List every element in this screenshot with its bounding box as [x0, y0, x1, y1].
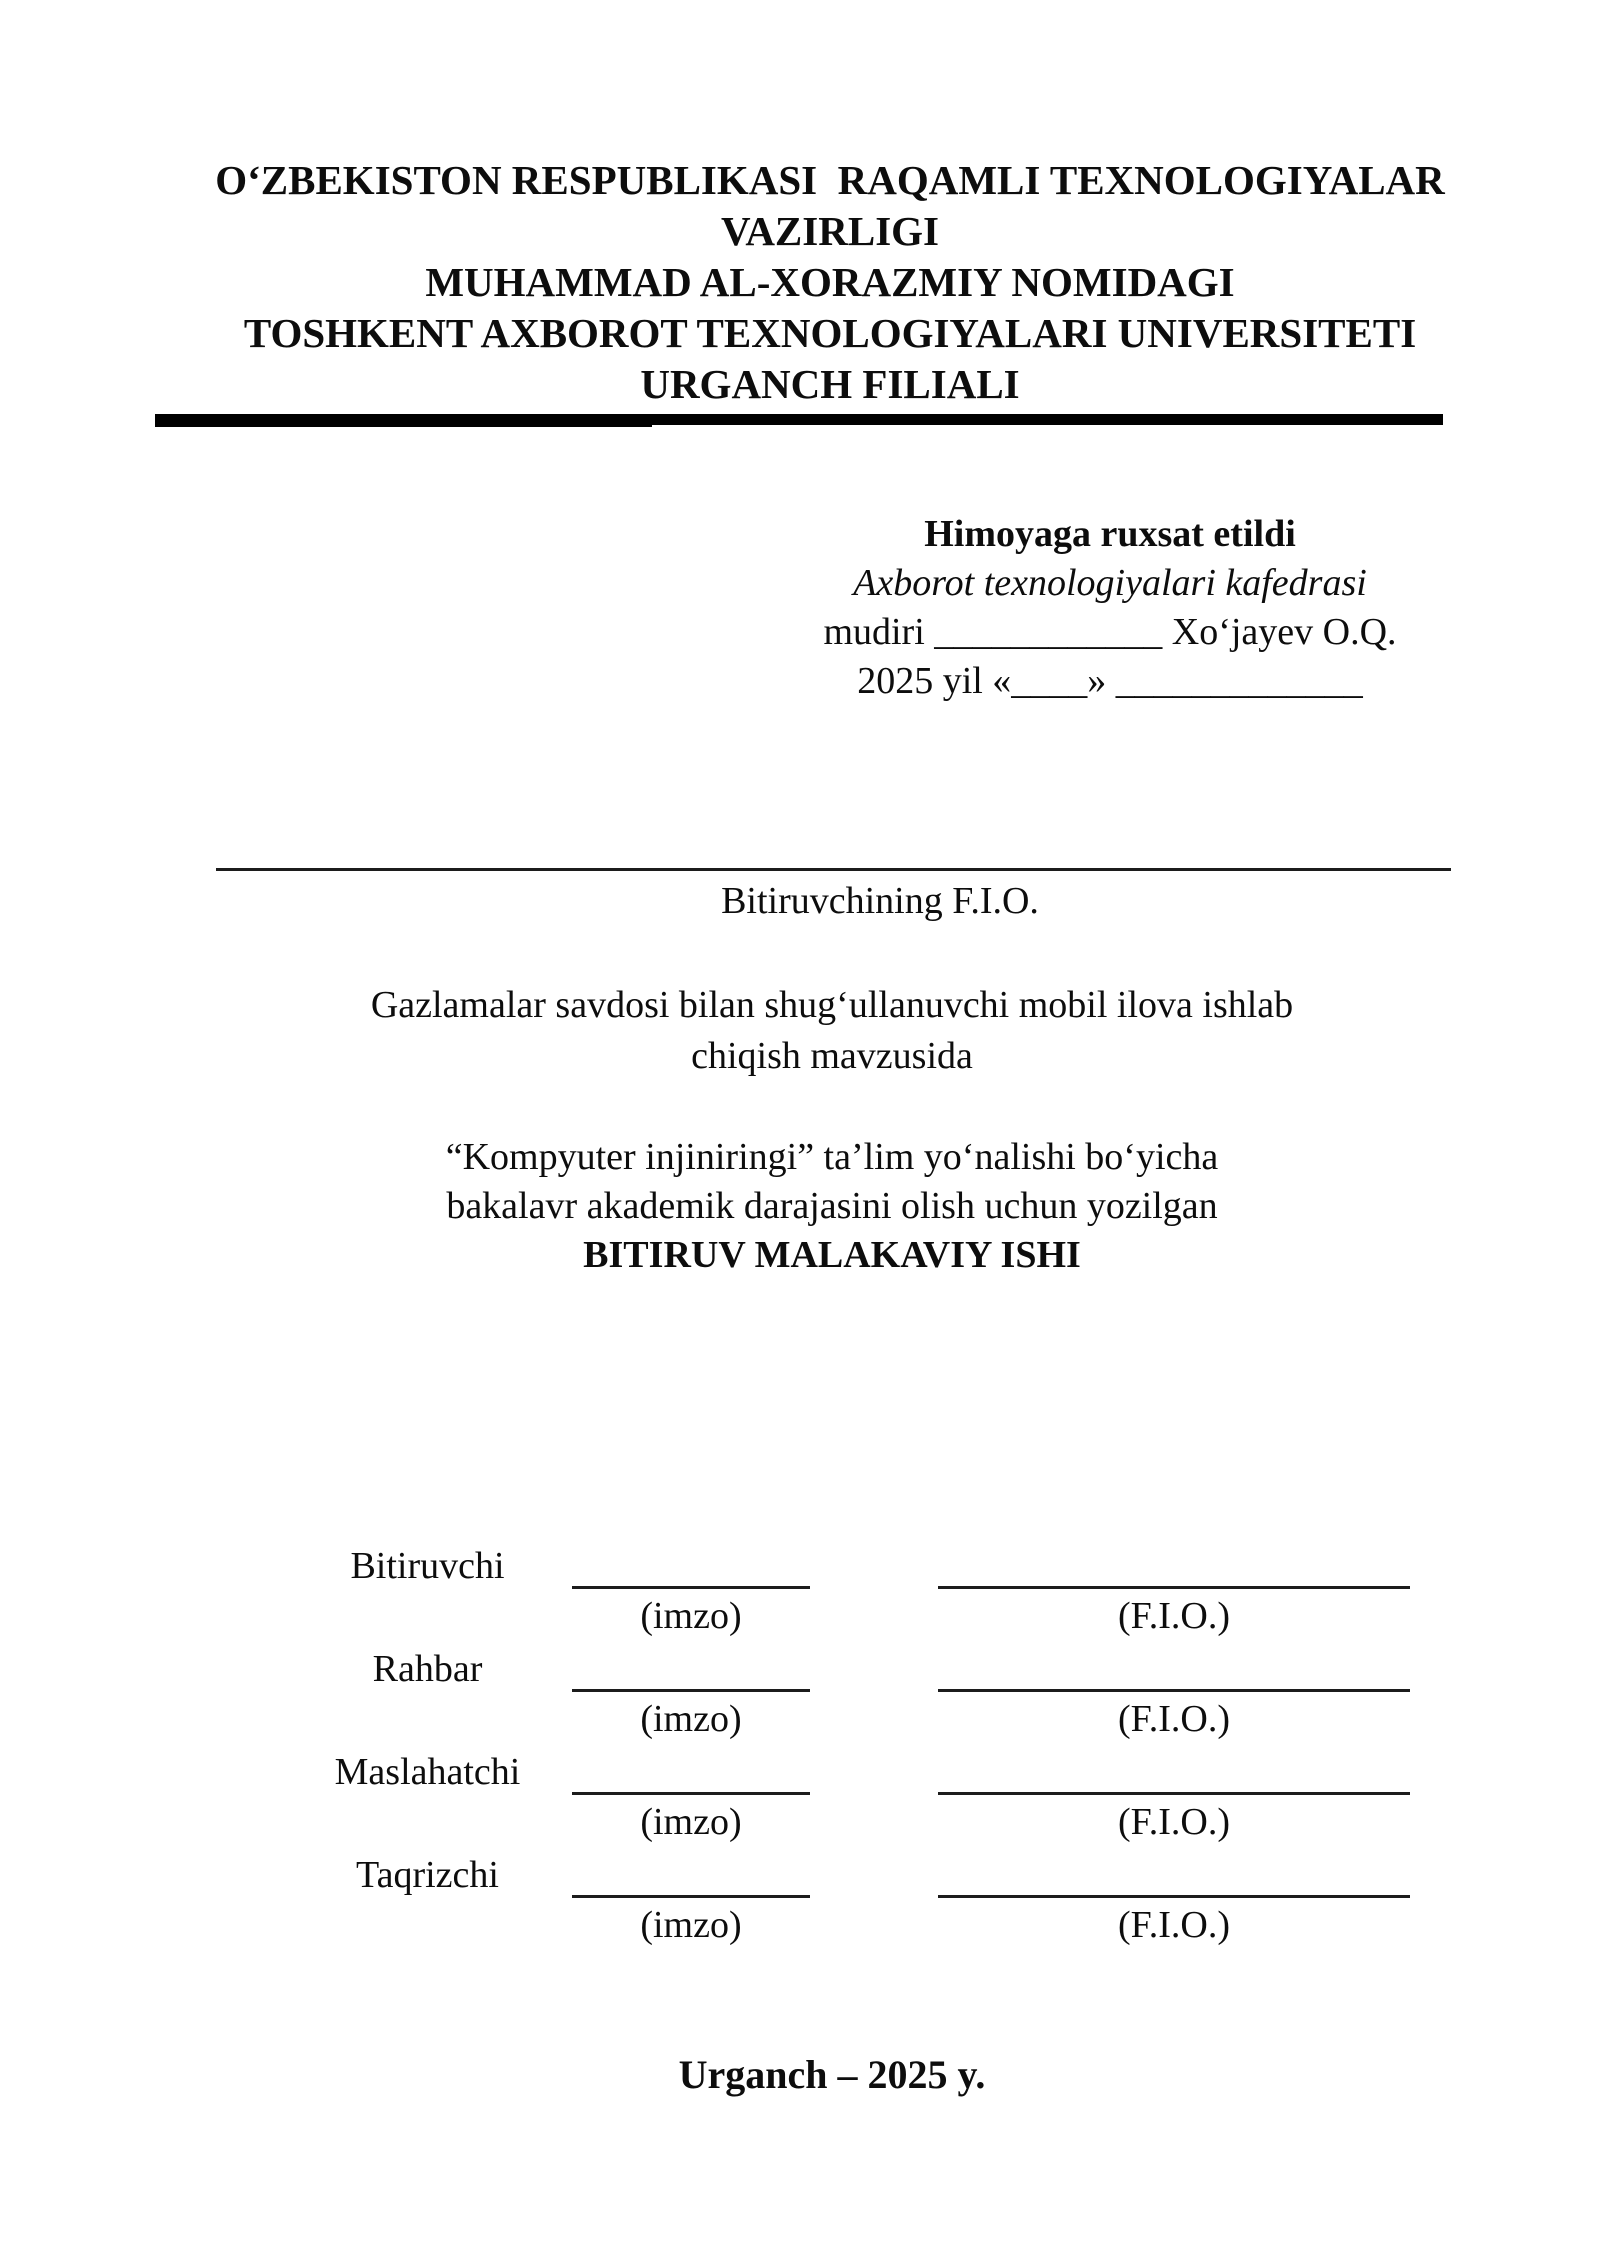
signature-row-bitiruvchi [0, 1542, 1600, 1645]
approval-title: Himoyaga ruxsat etildi [924, 513, 1296, 555]
header-divider-rule-right [652, 414, 1443, 425]
signature-row-maslahatchi [0, 1748, 1600, 1851]
signature-row-taqrizchi [0, 1851, 1600, 1954]
student-name-blank-line [216, 868, 1451, 871]
signature-role-label: Maslahatchi [334, 1751, 521, 1793]
fio-caption: (F.I.O.) [1118, 1698, 1230, 1740]
approval-block [770, 510, 1450, 706]
approval-department: Axborot texnologiyalari kafedrasi [853, 562, 1367, 604]
ministry-header-line-5: URGANCH FILIALI [640, 361, 1020, 407]
ministry-header [60, 155, 1600, 410]
approval-date-line: 2025 yil «____» _____________ [857, 660, 1363, 702]
imzo-caption: (imzo) [640, 1801, 742, 1843]
thesis-topic [62, 980, 1600, 1082]
signature-blank-fio [938, 1689, 1410, 1692]
signature-blank-fio [938, 1792, 1410, 1795]
imzo-caption: (imzo) [640, 1595, 742, 1637]
fio-caption: (F.I.O.) [1118, 1801, 1230, 1843]
ministry-header-line-2: VAZIRLIGI [721, 208, 939, 254]
ministry-header-line-4: TOSHKENT AXBOROT TEXNOLOGIYALARI UNIVERSITETI [243, 310, 1417, 356]
signature-blank-imzo [572, 1792, 810, 1795]
signature-blank-imzo [572, 1895, 810, 1898]
student-fio-caption: Bitiruvchining F.I.O. [721, 880, 1039, 922]
qualification-line-1: “Kompyuter injiniringi” ta’lim yo‘nalishi bo‘yicha [445, 1136, 1219, 1178]
signature-role-label: Taqrizchi [356, 1854, 499, 1896]
approval-head-signature-line: mudiri ____________ Xo‘jayev O.Q. [823, 611, 1397, 653]
fio-caption: (F.I.O.) [1118, 1904, 1230, 1946]
signature-role-label: Rahbar [372, 1648, 483, 1690]
work-type-title: BITIRUV MALAKAVIY ISHI [583, 1234, 1081, 1276]
header-divider-rule-left [155, 414, 652, 427]
ministry-header-line-1: O‘ZBEKISTON RESPUBLIKASI RAQAMLI TEXNOLOGIYALAR [215, 157, 1445, 203]
signature-blank-imzo [572, 1586, 810, 1589]
thesis-topic-line-1: Gazlamalar savdosi bilan shug‘ullanuvchi mobil ilova ishlab [370, 984, 1294, 1026]
signature-role-label: Bitiruvchi [350, 1545, 505, 1587]
signature-row-rahbar [0, 1645, 1600, 1748]
qualification-line-2: bakalavr akademik darajasini olish uchun yozilgan [446, 1185, 1218, 1227]
imzo-caption: (imzo) [640, 1904, 742, 1946]
qualification-block [62, 1133, 1600, 1280]
imzo-caption: (imzo) [640, 1698, 742, 1740]
ministry-header-line-3: MUHAMMAD AL-XORAZMIY NOMIDAGI [425, 259, 1235, 305]
signature-blank-imzo [572, 1689, 810, 1692]
signature-blank-fio [938, 1586, 1410, 1589]
fio-caption: (F.I.O.) [1118, 1595, 1230, 1637]
thesis-topic-line-2: chiqish mavzusida [691, 1035, 973, 1077]
signature-blank-fio [938, 1895, 1410, 1898]
city-year-footer: Urganch – 2025 y. [678, 2052, 986, 2097]
